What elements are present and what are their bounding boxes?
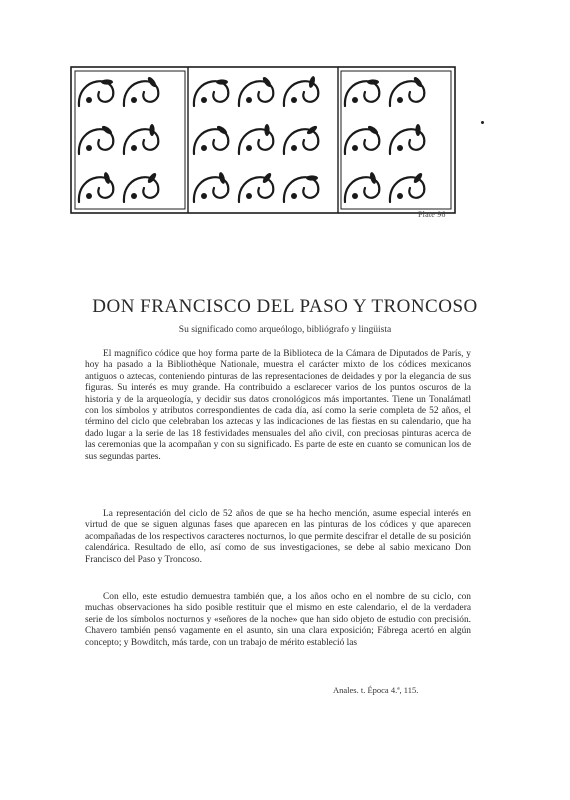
ornament-bud xyxy=(246,97,252,103)
ornament-bud xyxy=(86,145,92,151)
ornament-bud xyxy=(352,145,358,151)
ornament-bud xyxy=(131,97,137,103)
ornament-leaf xyxy=(216,79,228,84)
plate-label: Plate 96 xyxy=(418,210,446,219)
ornament-bud xyxy=(131,145,137,151)
ornament-leaf xyxy=(415,124,420,136)
article-subtitle: Su significado como arqueólogo, bibliógrafo y lingüista xyxy=(178,325,392,335)
ornament-bud xyxy=(352,193,358,199)
ornament-leaf xyxy=(264,124,269,136)
stray-ink-mark xyxy=(481,121,484,124)
ornament-scroll xyxy=(124,177,158,202)
ornament-bud xyxy=(131,193,137,199)
paragraph-1: El magnífico códice que hoy forma parte de la Biblioteca de la Cámara de Diputados de París, y hoy ha pasado a la Bibliothèque Nationale, muestra el carácter mixto de los códices mexicanos antiguos o aztecas, conteniendo pinturas de las representaciones de deidades y por la elegancia de sus figuras. Su interés es muy grande. Ha contribuido a esclarecer varios de los puntos oscuros de la historia y de la arqueología, y decidir sus datos cronológicos más importantes. Tiene un Tonalámatl con los símbolos y atributos correspondientes de cada día, así como la serie completa de 52 años, el término del ciclo que celebraban los aztecas y las indicaciones de las fiestas en su calendario, que ha dado lugar a la serie de las 18 festividades mensuales del año civil, con preciosas pinturas acerca de las ceremonias que la acompañan y con su significado. Es parte de este en cuanto se comunican los de sus segundas partes. xyxy=(85,349,471,462)
ornament-bud xyxy=(86,193,92,199)
ornament-bud xyxy=(397,145,403,151)
decorative-ornament-band xyxy=(70,66,456,214)
ornament-leaf xyxy=(306,175,318,180)
ornament-scroll xyxy=(390,177,424,202)
paragraph-2: La representación del ciclo de 52 años de que se ha hecho mención, asume especial interés en virtud de que se siguen algunas fases que aparecen en las pinturas de los códices y que aparecen acompañadas de los respectivos caracteres nocturnos, lo que permite descifrar el detalle de su posición calendárica. Resultado de ello, así como de sus investigaciones, se debe al sabio mexicano Don Francisco del Paso y Troncoso. xyxy=(85,509,471,565)
ornament-scroll xyxy=(239,177,273,202)
ornament-bud xyxy=(352,97,358,103)
ornament-bud xyxy=(291,193,297,199)
ornament-scroll xyxy=(79,81,113,106)
ornament-scroll xyxy=(194,81,228,106)
paragraph-3: Con ello, este estudio demuestra también que, a los años ocho en el nombre de su ciclo, con muchas observaciones ha sido posible restituir que el mismo en este calendario, el de la verdadera serie de los símbolos nocturnos y «señores de la noche» que han sido objeto de estudio con precisión. Chavero también pensó vagamente en el asunto, sin una clara exposición; Fábrega acertó en algún concepto; y Bowditch, más tarde, con un trabajo de mérito estableció las xyxy=(85,592,471,648)
ornament-bud xyxy=(397,193,403,199)
ornament-leaf xyxy=(367,79,379,84)
article-title: DON FRANCISCO DEL PASO Y TRONCOSO xyxy=(92,296,478,317)
ornament-bud xyxy=(246,193,252,199)
ornament-bud xyxy=(201,193,207,199)
ornament-bud xyxy=(246,145,252,151)
ornament-bud xyxy=(397,97,403,103)
ornament-bud xyxy=(201,145,207,151)
ornament-leaf xyxy=(101,79,113,84)
ornament-bud xyxy=(291,97,297,103)
ornament-bud xyxy=(291,145,297,151)
footer-reference: Anales. t. Época 4.ª, 115. xyxy=(333,685,419,695)
ornament-scroll xyxy=(345,81,379,106)
ornament-scroll xyxy=(284,129,318,154)
ornament-bud xyxy=(86,97,92,103)
ornament-scroll xyxy=(284,177,318,202)
ornament-leaf xyxy=(149,124,154,136)
ornament-bud xyxy=(201,97,207,103)
